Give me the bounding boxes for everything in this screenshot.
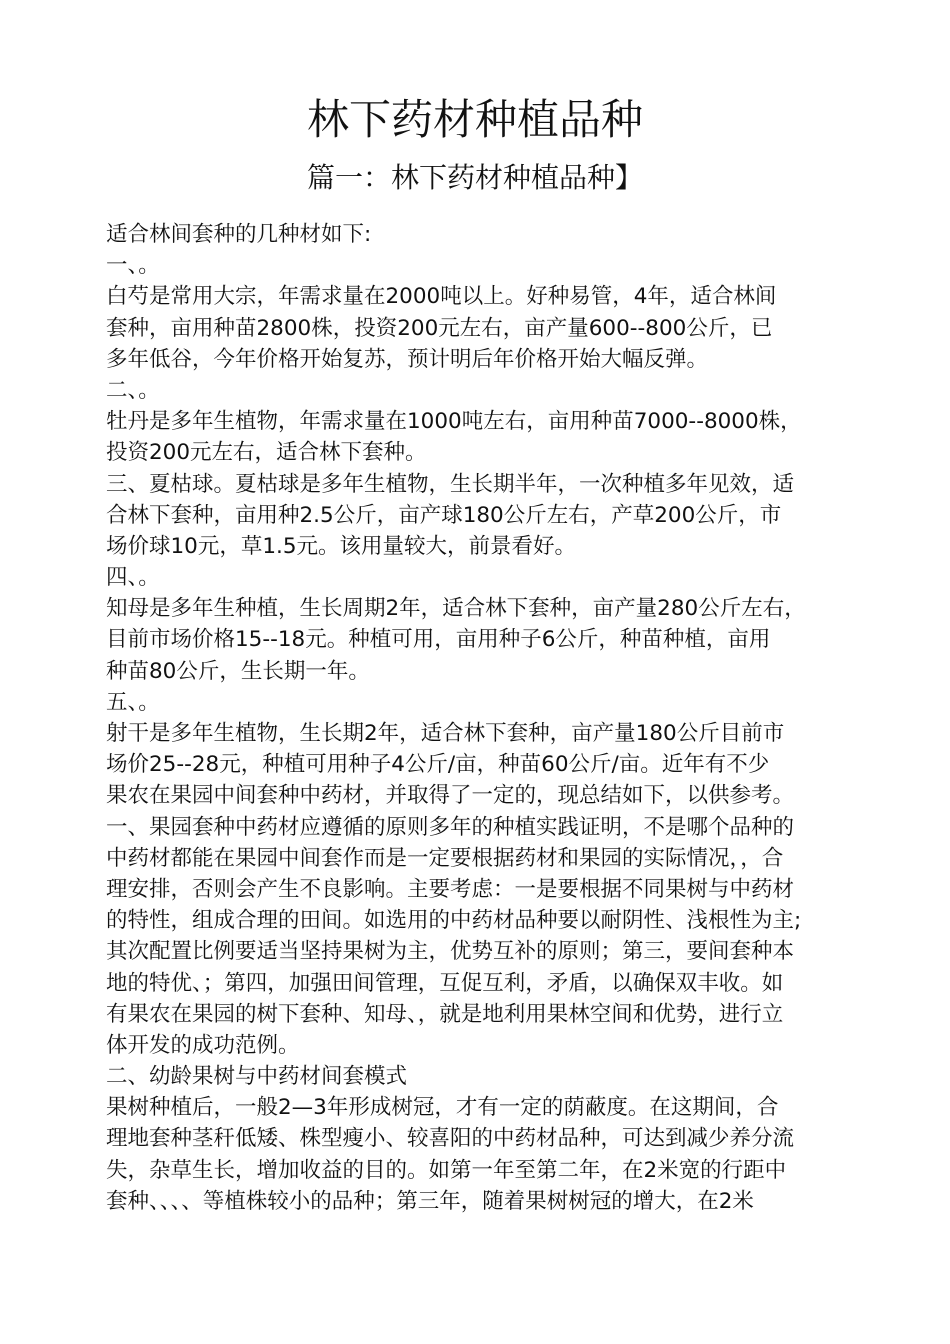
text-line: 场价25--28元，种植可用种子4公斤/亩，种苗60公斤/亩。近年有不少 — [106, 752, 770, 778]
text-line: 一、果园套种中药材应遵循的原则多年的种植实践证明，不是哪个品种的 — [106, 814, 795, 840]
text-line: 知母是多年生种植，生长周期2年，适合林下套种，亩产量280公斤左右， — [106, 596, 806, 622]
text-line: 目前市场价格15--18元。种植可用，亩用种子6公斤，种苗种植，亩用 — [106, 627, 771, 653]
text-line: 一、。 — [106, 253, 160, 279]
text-line: 理安排，否则会产生不良影响。主要考虑：一是要根据不同果树与中药材 — [106, 876, 795, 902]
text-line: 套种、、、、等植株较小的品种；第三年，随着果树树冠的增大，在2米 — [106, 1188, 754, 1214]
document-title: 林下药材种植品种 — [306, 95, 643, 144]
text-line: 三、夏枯球。夏枯球是多年生植物，生长期半年，一次种植多年见效，适 — [106, 471, 795, 497]
text-line: 合林下套种，亩用种2.5公斤，亩产球180公斤左右，产草200公斤，市 — [106, 502, 782, 528]
text-line: 四、。 — [106, 565, 160, 591]
text-line: 其次配置比例要适当坚持果树为主，优势互补的原则；第三，要间套种本 — [106, 939, 795, 965]
text-line: 中药材都能在果园中间套作而是一定要根据药材和果园的实际情况，，合 — [106, 845, 784, 871]
text-line: 套种，亩用种苗2800株，投资200元左右，亩产量600--800公斤，已 — [106, 315, 773, 341]
document-body — [106, 219, 866, 1217]
text-line: 二、。 — [106, 377, 160, 403]
text-line: 失，杂草生长，增加收益的目的。如第一年至第二年，在2米宽的行距中 — [106, 1157, 787, 1183]
text-line: 的特性，组成合理的田间。如选用的中药材品种要以耐阴性、浅根性为主; — [106, 908, 802, 934]
text-line: 投资200元左右，适合林下套种。 — [106, 440, 427, 466]
text-line: 场价球10元，草1.5元。该用量较大，前景看好。 — [106, 533, 577, 559]
text-line: 白芍是常用大宗，年需求量在2000吨以上。好种易管，4年，适合林间 — [106, 284, 777, 310]
text-line: 二、幼龄果树与中药材间套模式 — [106, 1064, 408, 1090]
text-line: 射干是多年生植物，生长期2年，适合林下套种，亩产量180公斤目前市 — [106, 721, 785, 746]
text-line: 果树种植后，一般2—3年形成树冠，才有一定的荫蔽度。在这期间，合 — [106, 1095, 779, 1121]
text-line: 果农在果园中间套种中药材，并取得了一定的，现总结如下，以供参考。 — [106, 783, 795, 809]
text-line: 种苗80公斤，生长期一年。 — [106, 658, 370, 684]
text-line: 多年低谷，今年价格开始复苏，预计明后年价格开始大幅反弹。 — [106, 346, 709, 372]
text-line: 适合林间套种的几种材如下: — [106, 222, 372, 247]
text-line: 理地套种茎秆低矮、株型瘦小、较喜阳的中药材品种，可达到减少养分流 — [106, 1126, 795, 1152]
document-subtitle: 篇一：林下药材种植品种】 — [306, 161, 643, 194]
text-line: 地的特优、；第四，加强田间管理，互促互利，矛盾，以确保双丰收。如 — [106, 970, 784, 996]
text-line: 五、。 — [106, 689, 160, 715]
text-line: 牡丹是多年生植物，年需求量在1000吨左右，亩用种苗7000--8000株， — [106, 409, 802, 435]
text-line: 有果农在果园的树下套种、知母、，就是地利用果林空间和优势，进行立 — [106, 1001, 784, 1027]
text-line: 体开发的成功范例。 — [106, 1032, 300, 1058]
